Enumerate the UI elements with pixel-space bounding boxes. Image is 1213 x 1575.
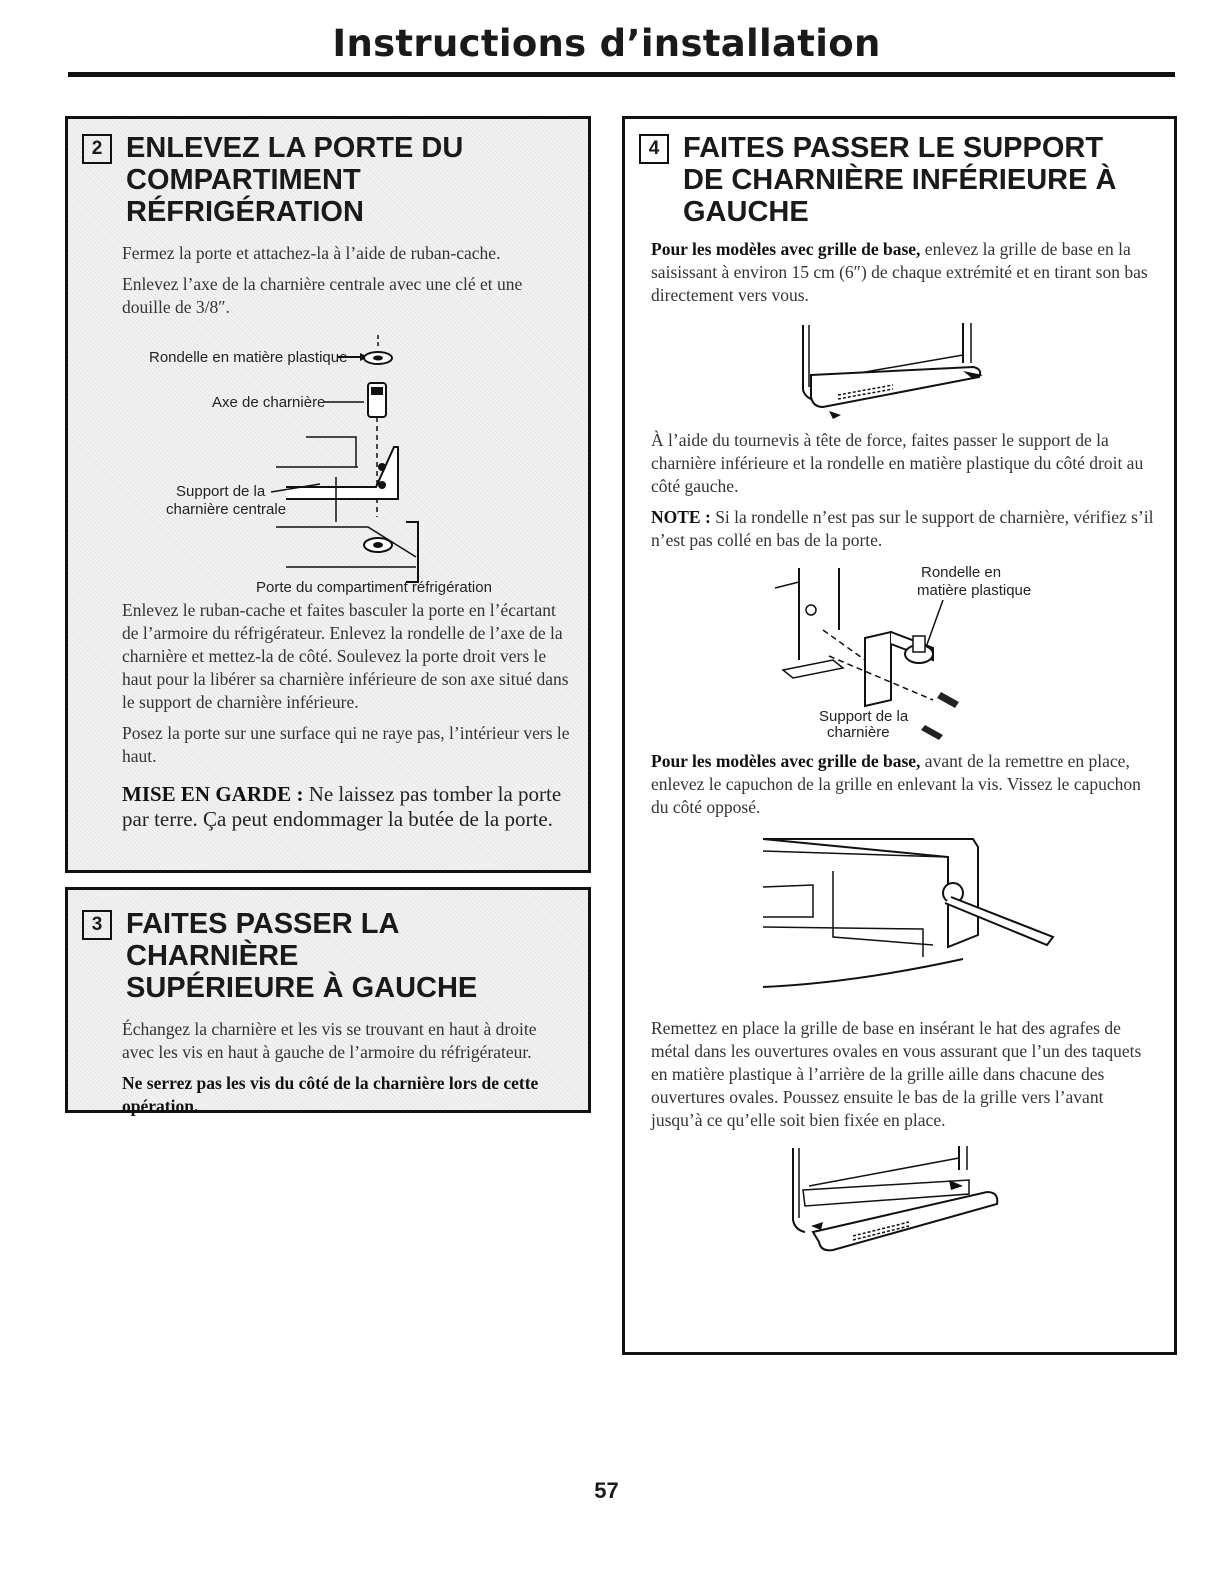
label-support-a: Support de la: [176, 483, 266, 500]
step-3-paragraph-1: Échangez la charnière et les vis se trouvant en haut à droite avec les vis en haut à gauche de l’armoire du réfrigérateur.: [122, 1019, 537, 1062]
step-3-panel: [65, 887, 591, 1116]
note-text: Si la rondelle n’est pas sur le support de charnière, vérifiez s’il n’est pas collé en bas de la porte.: [651, 507, 1154, 550]
label-bracket-b: charnière: [827, 724, 890, 740]
step-3-heading-line1: FAITES PASSER LA CHARNIÈRE: [126, 908, 399, 972]
step-4-p3-bold: Pour les modèles avec grille de base,: [651, 751, 921, 771]
caution-text: Ne laissez pas tomber la porte par terre. Ça peut endommager la butée de la porte.: [122, 782, 562, 831]
label-support-b: charnière centrale: [166, 501, 287, 518]
label-bracket-a: Support de la: [819, 708, 909, 725]
step-4-p1-text: enlevez la grille de base en la saisissant à environ 15 cm (6″) de chaque extrémité et en tirant son bas directement vers vous.: [651, 239, 1148, 305]
step-4-heading-line3: GAUCHE: [683, 196, 809, 228]
lower-hinge-bracket-diagram: [633, 560, 1163, 740]
step-4-note: [651, 506, 1158, 552]
step-2-paragraph-4: Posez la porte sur une surface qui ne raye pas, l’intérieur vers le haut.: [122, 723, 570, 766]
title-rule: [68, 72, 1175, 77]
step-4-paragraph-4: Remettez en place la grille de base en insérant le hat des agrafes de métal dans les ouvertures ovales en vous assurant que l’un des taquets en matière plastique à l’arrière de la grille aille dans chacune des ouvertures ovales. Poussez ensuite le bas de la grille vers l’avant jusqu’à ce qu’elle soit bien fixée en place.: [651, 1018, 1142, 1130]
step-3-number: 3: [82, 910, 112, 940]
label-door: Porte du compartiment réfrigération: [256, 579, 492, 596]
label-washer-a: Rondelle en: [921, 564, 1002, 581]
base-grille-removal-diagram: [633, 315, 1163, 423]
step-2-heading-line1: ENLEVEZ LA PORTE DU: [126, 132, 464, 164]
label-washer: Rondelle en matière plastique: [149, 349, 348, 366]
note-label: NOTE :: [651, 507, 711, 527]
step-4-p3-text: avant de la remettre en place, enlevez le capuchon de la grille en enlevant la vis. Vissez le capuchon du côté opposé.: [651, 751, 1141, 817]
grille-reinstall-diagram: [633, 1140, 1163, 1258]
step-2-paragraph-1: Fermez la porte et attachez-la à l’aide de ruban-cache.: [122, 243, 501, 263]
step-2-number: 2: [82, 134, 112, 164]
page-title: Instructions d’installation: [332, 22, 881, 65]
step-2-paragraph-2: Enlevez l’axe de la charnière centrale avec une clé et une douille de 3/8″.: [122, 274, 523, 317]
step-4-heading: [633, 132, 1158, 228]
step-3-warning: Ne serrez pas les vis du côté de la charnière lors de cette opération.: [122, 1073, 539, 1116]
label-washer-b: matière plastique: [917, 582, 1032, 599]
center-hinge-diagram: [76, 327, 566, 599]
step-2-paragraph-3: Enlevez le ruban-cache et faites basculer la porte en l’écartant de l’armoire du réfrigérateur. Enlevez la rondelle de l’axe de la charnière et mettez-la de côté. Soulevez la porte droit vers le haut pour la libérer sa charnière inférieure de son axe situé dans le support de charnière inférieure.: [122, 600, 569, 712]
step-4-heading-line1: FAITES PASSER LE SUPPORT: [683, 132, 1104, 164]
step-3-heading-line2: SUPÉRIEURE À GAUCHE: [126, 972, 478, 1004]
step-2-heading: [76, 132, 570, 228]
caution-label: MISE EN GARDE :: [122, 782, 304, 806]
step-4-paragraph-3: [651, 750, 1158, 819]
label-hinge-pin: Axe de charnière: [212, 394, 326, 411]
step-4-heading-line2: DE CHARNIÈRE INFÉRIEURE À: [683, 164, 1117, 196]
step-4-p1-bold: Pour les modèles avec grille de base,: [651, 239, 921, 259]
step-3-heading: [76, 908, 570, 1004]
step-4-paragraph-1: [651, 238, 1158, 307]
grille-cap-diagram: [633, 827, 1163, 1007]
page-number: 57: [594, 1478, 619, 1503]
step-3-paragraph-2: [122, 1072, 570, 1118]
step-2-heading-line2: COMPARTIMENT RÉFRIGÉRATION: [126, 164, 364, 228]
step-2-panel: [65, 116, 591, 873]
step-4-paragraph-2: À l’aide du tournevis à tête de force, faites passer le support de la charnière inférieure et la rondelle en matière plastique du côté droit au côté gauche.: [651, 430, 1144, 496]
step-4-panel: [622, 116, 1177, 1355]
step-4-number: 4: [639, 134, 669, 164]
step-2-caution: [122, 782, 570, 832]
